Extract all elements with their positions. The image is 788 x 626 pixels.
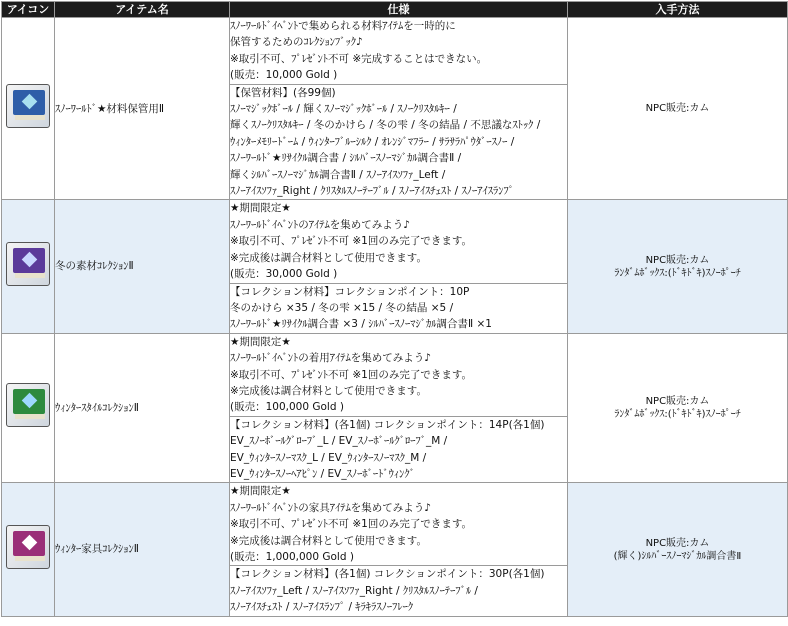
purple-book-icon <box>6 242 50 286</box>
item-name: ｳｨﾝﾀｰｽﾀｲﾙｺﾚｸｼｮﾝⅡ <box>55 333 230 483</box>
acquisition-line: NPC販売:カム <box>645 396 710 408</box>
materials-line: 【コレクション材料】(各1個) コレクションポイント：30P(各1個) <box>230 568 545 581</box>
blue-book-icon <box>6 84 50 128</box>
description-line: ★期間限定★ <box>230 202 291 215</box>
description-line: (販売：1,000,000 Gold ) <box>230 551 354 563</box>
item-icon-cell <box>2 18 55 200</box>
item-table <box>1 1 788 617</box>
description-line: ｽﾉｰﾜｰﾙﾄﾞｲﾍﾞﾝﾄの着用ｱｲﾃﾑを集めてみよう♪ <box>230 352 431 365</box>
materials-line: ｽﾉｰｱｲｽﾁｪｽﾄ / ｽﾉｰｱｲｽﾗﾝﾌﾟ / ｷﾗｷﾗｽﾉｰﾌﾚｰｸ <box>230 601 414 614</box>
description-line: ※取引不可、ﾌﾟﾚｾﾞﾝﾄ不可 ※1回のみ完了できます。 <box>230 368 473 381</box>
acquisition-line: ﾗﾝﾀﾞﾑﾎﾞｯｸｽ:(ﾄﾞｷﾄﾞｷ)ｽﾉｰﾎﾟｰﾁ <box>614 409 741 421</box>
description-line: (販売：30,000 Gold ) <box>230 268 338 281</box>
description-line: ｽﾉｰﾜｰﾙﾄﾞｲﾍﾞﾝﾄのｱｲﾃﾑを集めてみよう♪ <box>230 218 410 231</box>
header-icon: アイコン <box>2 2 55 18</box>
item-description <box>230 333 568 416</box>
materials-line: ｽﾉｰｱｲｽｿﾌｧ_Left / ｽﾉｰｱｲｽｿﾌｧ_Right / ｸﾘｽﾀﾙｽﾉｰﾃｰﾌﾞﾙ / <box>230 584 478 597</box>
item-icon-cell <box>2 333 55 483</box>
description-line: (販売：10,000 Gold ) <box>230 69 338 82</box>
table-body <box>2 18 788 617</box>
description-line: ※完成後は調合材料として使用できます。 <box>230 534 427 547</box>
acquisition-method <box>568 483 788 616</box>
acquisition-line: NPC販売:カム <box>645 537 710 549</box>
description-line: 保管するためのｺﾚｸｼｮﾝﾌﾞｯｸ♪ <box>230 36 363 49</box>
table-row <box>2 483 788 566</box>
item-description <box>230 483 568 566</box>
item-name: ｽﾉｰﾜｰﾙﾄﾞ★材料保管用Ⅱ <box>55 18 230 200</box>
acquisition-method <box>568 333 788 483</box>
materials-line: ｳｨﾝﾀｰﾒﾓﾘｰﾄﾞｰﾑ / ｳｨﾝﾀｰﾌﾞﾙｰｼﾙｸ / ｵﾚﾝｼﾞﾏﾌﾗｰ / ｻﾗｻﾗﾊﾟｳﾀﾞｰｽﾉｰ / <box>230 135 515 148</box>
materials-line: ｽﾉｰｱｲｽｿﾌｧ_Right / ｸﾘｽﾀﾙｽﾉｰﾃｰﾌﾞﾙ / ｽﾉｰｱｲｽﾁｪｽﾄ / ｽﾉｰｱｲｽﾗﾝﾌﾟ <box>230 185 515 198</box>
item-description <box>230 18 568 85</box>
acquisition-line: NPC販売:カム <box>645 103 710 115</box>
description-line: ｽﾉｰﾜｰﾙﾄﾞｲﾍﾞﾝﾄで集められる材料ｱｲﾃﾑを一時的に <box>230 20 456 32</box>
materials-line: 【保管材料】(各99個) <box>230 86 336 99</box>
acquisition-method <box>568 200 788 333</box>
acquisition-method <box>568 18 788 200</box>
acquisition-line: NPC販売:カム <box>645 254 710 266</box>
materials-line: 【コレクション材料】コレクションポイント：10P <box>230 285 470 298</box>
green-book-icon <box>6 383 50 427</box>
item-name: ｳｨﾝﾀｰ家具ｺﾚｸｼｮﾝⅡ <box>55 483 230 616</box>
item-materials <box>230 283 568 333</box>
materials-line: 輝くｽﾉｰｸﾘｽﾀﾙｷｰ / 冬のかけら / 冬の雫 / 冬の結晶 / 不思議なｽﾄｯｸ / <box>230 119 541 132</box>
header-item-name: アイテム名 <box>55 2 230 18</box>
description-line: (販売：100,000 Gold ) <box>230 401 344 414</box>
description-line: ｽﾉｰﾜｰﾙﾄﾞｲﾍﾞﾝﾄの家具ｱｲﾃﾑを集めてみよう♪ <box>230 501 431 514</box>
header-spec: 仕様 <box>230 2 568 18</box>
materials-line: 【コレクション材料】(各1個) コレクションポイント：14P(各1個) <box>230 418 545 431</box>
description-line: ★期間限定★ <box>230 335 291 348</box>
item-name: 冬の素材ｺﾚｸｼｮﾝⅡ <box>55 200 230 333</box>
materials-line: EV_ｳｨﾝﾀｰｽﾉｰﾍｱﾋﾟﾝ / EV_ｽﾉｰﾎﾞｰﾄﾞｳｨﾝｸﾞ <box>230 467 415 480</box>
table-row <box>2 18 788 85</box>
materials-line: ｽﾉｰﾏｼﾞｯｸﾎﾞｰﾙ / 輝くｽﾉｰﾏｼﾞｯｸﾎﾞｰﾙ / ｽﾉｰｸﾘｽﾀﾙｷｰ / <box>230 103 457 116</box>
acquisition-line: ﾗﾝﾀﾞﾑﾎﾞｯｸｽ:(ﾄﾞｷﾄﾞｷ)ｽﾉｰﾎﾟｰﾁ <box>614 267 741 279</box>
item-icon-cell <box>2 483 55 616</box>
description-line: ※完成後は調合材料として使用できます。 <box>230 251 427 264</box>
materials-line: EV_ｳｨﾝﾀｰｽﾉｰﾏｽｸ_L / EV_ｳｨﾝﾀｰｽﾉｰﾏｽｸ_M / <box>230 451 427 464</box>
description-line: ★期間限定★ <box>230 485 291 498</box>
description-line: ※完成後は調合材料として使用できます。 <box>230 384 427 397</box>
item-materials <box>230 416 568 483</box>
materials-line: ｽﾉｰﾜｰﾙﾄﾞ★ﾘｻｲｸﾙ調合書 ×3 / ｼﾙﾊﾞｰｽﾉｰﾏｼﾞｶﾙ調合書Ⅱ ×1 <box>230 318 492 331</box>
acquisition-line: (輝く)ｼﾙﾊﾞｰｽﾉｰﾏｼﾞｶﾙ調合書Ⅱ <box>613 550 742 562</box>
materials-line: EV_ｽﾉｰﾎﾞｰﾙｸﾞﾛｰﾌﾞ_L / EV_ｽﾉｰﾎﾞｰﾙｸﾞﾛｰﾌﾞ_M / <box>230 435 448 448</box>
table-row <box>2 200 788 283</box>
materials-line: ｽﾉｰﾜｰﾙﾄﾞ★ﾘｻｲｸﾙ調合書 / ｼﾙﾊﾞｰｽﾉｰﾏｼﾞｶﾙ調合書Ⅱ / <box>230 152 462 165</box>
table-row <box>2 333 788 416</box>
table-header-row <box>2 2 788 18</box>
header-acquisition: 入手方法 <box>568 2 788 18</box>
description-line: ※取引不可、ﾌﾟﾚｾﾞﾝﾄ不可 ※1回のみ完了できます。 <box>230 235 473 248</box>
item-icon-cell <box>2 200 55 333</box>
materials-line: 輝くｼﾙﾊﾞｰｽﾉｰﾏｼﾞｶﾙ調合書Ⅱ / ｽﾉｰｱｲｽｿﾌｧ_Left / <box>230 168 446 181</box>
item-description <box>230 200 568 283</box>
item-materials <box>230 566 568 616</box>
description-line: ※取引不可、ﾌﾟﾚｾﾞﾝﾄ不可 ※1回のみ完了できます。 <box>230 518 473 531</box>
pink-book-icon <box>6 525 50 569</box>
description-line: ※取引不可、ﾌﾟﾚｾﾞﾝﾄ不可 ※完成することはできない。 <box>230 52 488 65</box>
materials-line: 冬のかけら ×35 / 冬の雫 ×15 / 冬の結晶 ×5 / <box>230 301 454 314</box>
item-materials <box>230 84 568 200</box>
